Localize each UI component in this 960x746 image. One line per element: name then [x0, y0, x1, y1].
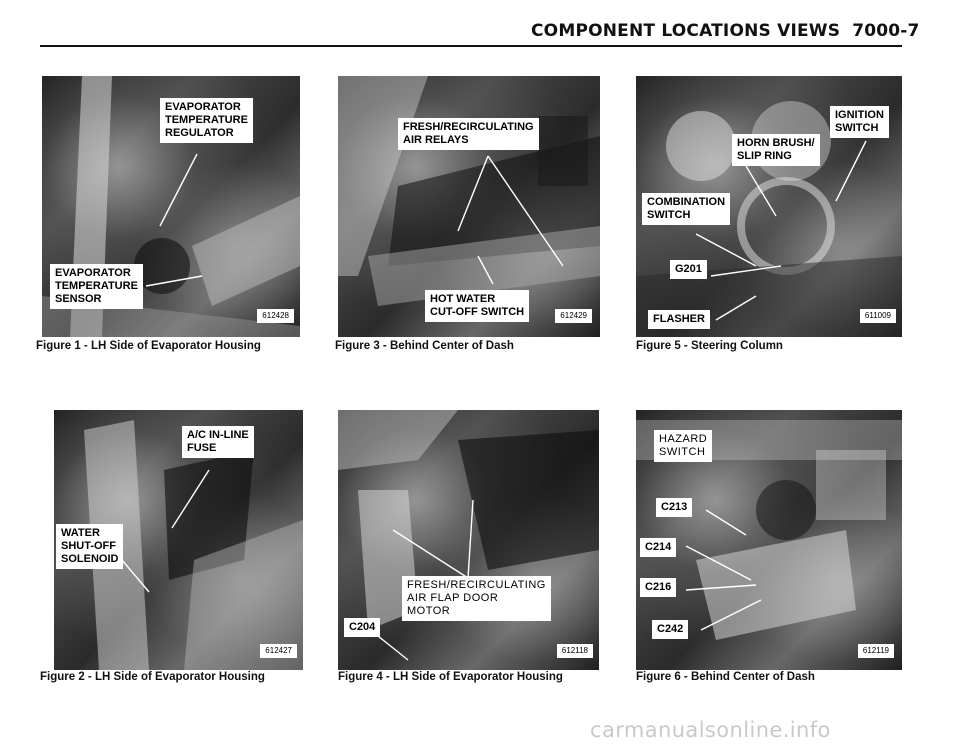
callout-label: G201 [670, 260, 707, 279]
photo-id-tag: 612427 [260, 644, 297, 658]
page-number: 7000-7 [852, 21, 920, 41]
figure-5-caption: Figure 5 - Steering Column [636, 340, 783, 352]
figure-4-caption: Figure 4 - LH Side of Evaporator Housing [338, 671, 563, 683]
callout-label: FRESH/RECIRCULATING AIR FLAP DOOR MOTOR [402, 576, 551, 621]
figure-1-photo [42, 76, 300, 337]
callout-label: HORN BRUSH/ SLIP RING [732, 134, 820, 166]
callout-label: FRESH/RECIRCULATING AIR RELAYS [398, 118, 539, 150]
header-rule [40, 45, 902, 47]
figure-1-caption: Figure 1 - LH Side of Evaporator Housing [36, 340, 261, 352]
callout-label: FLASHER [648, 310, 710, 329]
footer-watermark: carmanualsonline.info [590, 718, 831, 742]
figure-3-caption: Figure 3 - Behind Center of Dash [335, 340, 514, 352]
photo-id-tag: 611009 [860, 309, 896, 323]
callout-label: A/C IN-LINE FUSE [182, 426, 254, 458]
callout-label: HAZARD SWITCH [654, 430, 712, 462]
callout-label: C213 [656, 498, 692, 517]
photo-id-tag: 612118 [557, 644, 593, 658]
callout-label: COMBINATION SWITCH [642, 193, 730, 225]
callout-label: IGNITION SWITCH [830, 106, 889, 138]
figure-6-photo [636, 410, 902, 670]
figure-2-caption: Figure 2 - LH Side of Evaporator Housing [40, 671, 265, 683]
callout-label: EVAPORATOR TEMPERATURE REGULATOR [160, 98, 253, 143]
callout-label: WATER SHUT-OFF SOLENOID [56, 524, 123, 569]
photo-id-tag: 612119 [858, 644, 894, 658]
photo-id-tag: 612428 [257, 309, 294, 323]
figure-4-photo [338, 410, 599, 670]
callout-label: EVAPORATOR TEMPERATURE SENSOR [50, 264, 143, 309]
figure-2-photo [54, 410, 303, 670]
figure-5-photo [636, 76, 902, 337]
section-title: COMPONENT LOCATIONS VIEWS [531, 21, 841, 41]
callout-label: C216 [640, 578, 676, 597]
figure-3-photo [338, 76, 600, 337]
page-header [531, 21, 920, 43]
callout-label: C204 [344, 618, 380, 637]
figure-6-caption: Figure 6 - Behind Center of Dash [636, 671, 815, 683]
callout-label: C242 [652, 620, 688, 639]
photo-id-tag: 612429 [555, 309, 592, 323]
callout-label: C214 [640, 538, 676, 557]
callout-label: HOT WATER CUT-OFF SWITCH [425, 290, 529, 322]
